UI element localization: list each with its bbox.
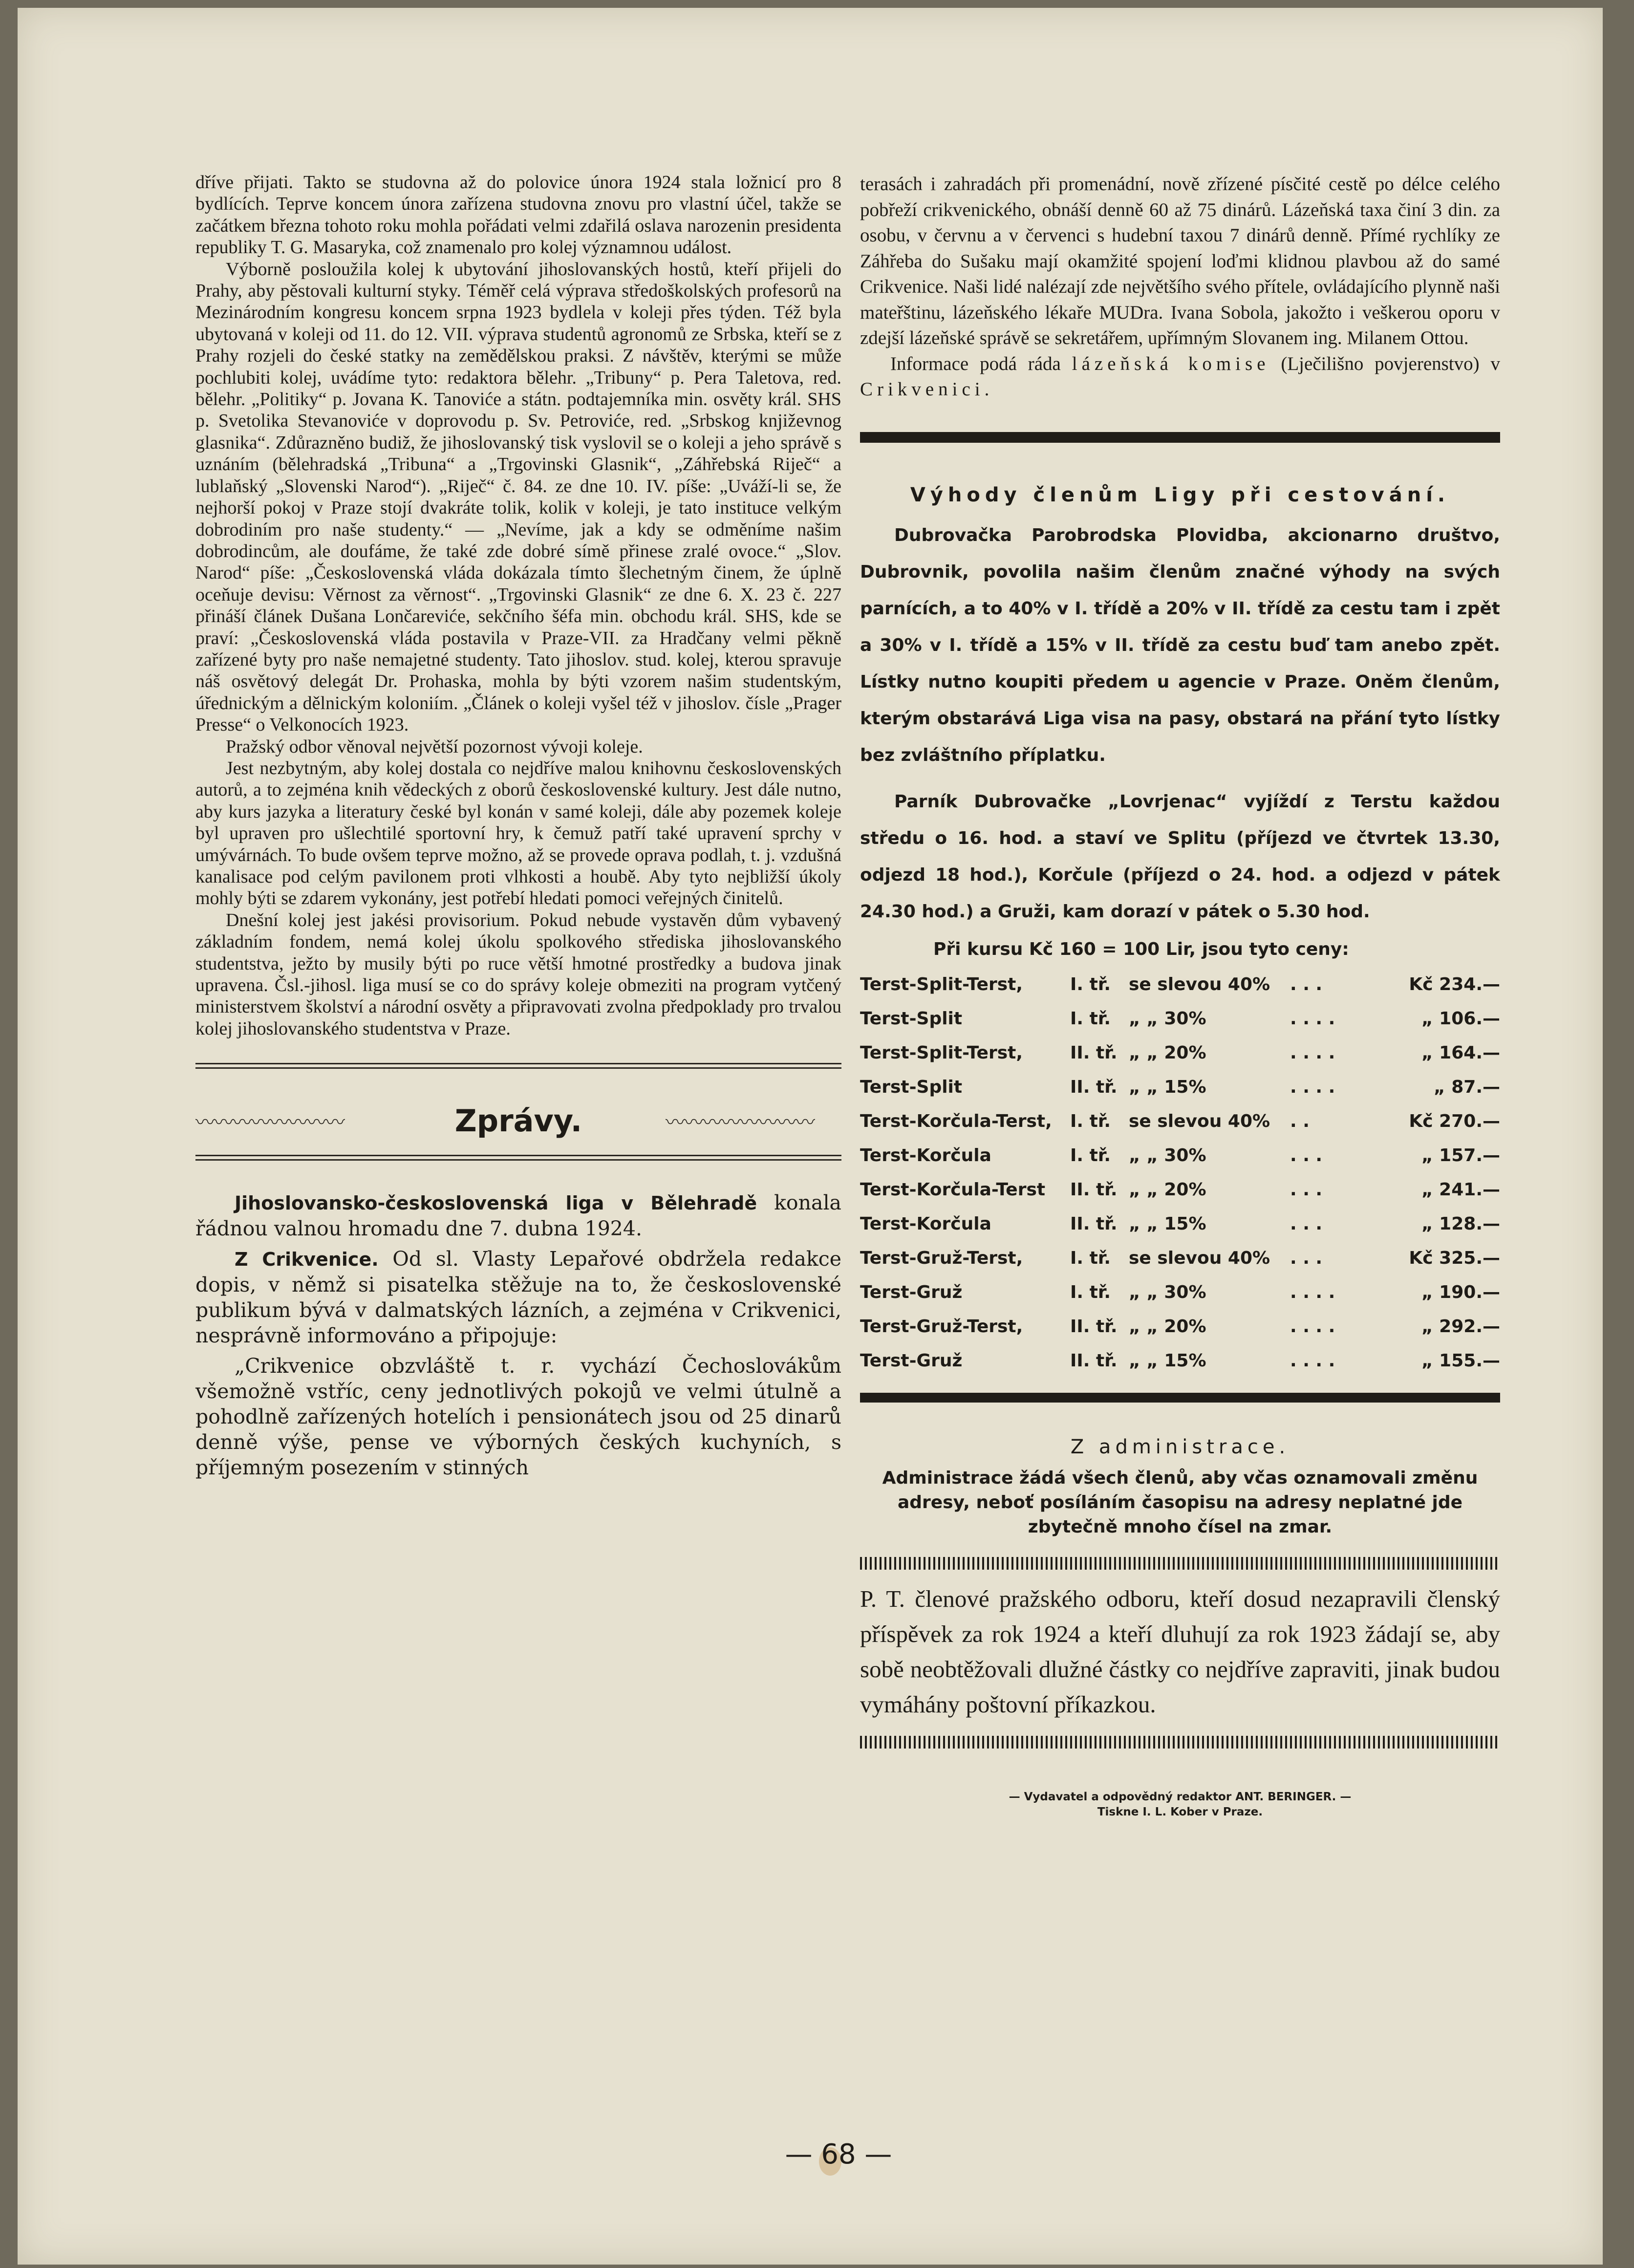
imprint-publisher: — Vydavatel a odpovědný redaktor ANT. BERINGER. — xyxy=(1009,1790,1352,1803)
hatched-divider xyxy=(860,1736,1500,1749)
news-items xyxy=(195,1190,841,1480)
news-item-text: Od sl. Vlasty Lepařové obdržela redakce dopis, v němž si pisatelka stěžuje na to, že československé publikum bývá v dalmatských lázních, a zejména v Crikvenici, nesprávně informováno a připojuje: xyxy=(195,1247,841,1348)
price-row xyxy=(860,1241,1500,1275)
liga-text xyxy=(860,517,1500,968)
price-discount: „ „ 20% xyxy=(1129,1180,1206,1200)
news-item xyxy=(195,1190,841,1241)
price-route: Terst-Gruž xyxy=(860,1282,963,1302)
price-route: Terst-Gruž-Terst, xyxy=(860,1248,1023,1268)
price-class: II. tř. xyxy=(1070,1317,1118,1337)
price-class: II. tř. xyxy=(1070,1351,1118,1371)
price-row xyxy=(860,968,1500,1002)
section-divider xyxy=(860,432,1500,443)
liga-title: Výhody členům Ligy při cestování. xyxy=(910,483,1450,506)
price-route: Terst-Split-Terst, xyxy=(860,1043,1023,1063)
price-row xyxy=(860,1310,1500,1344)
price-amount: „ 87.— xyxy=(1434,1077,1500,1097)
news-heading: Zprávy. xyxy=(454,1102,582,1139)
price-amount: „ 164.— xyxy=(1421,1043,1500,1063)
article-paragraph: dříve přijati. Takto se studovna až do polovice února 1924 stala ložnicí pro 8 bydlících. Teprve koncem února zařízena studovna znovu pro vlastní účel, takže se začátkem března tohoto roku mohla pořádati velmi zdařilá oslava narozenin presidenta republiky T. G. Masaryka, což znamenalo pro kolej významnou událost. xyxy=(195,172,841,258)
price-route: Terst-Korčula-Terst, xyxy=(860,1111,1052,1131)
imprint-printer: Tiskne I. L. Kober v Praze. xyxy=(1097,1805,1263,1818)
article-continuation: terasách i zahradách při promenádní, nově zřízené písčité cestě po délce celého pobřeží crikvenického, obnáší denně 60 až 75 dinárů. Lázeňská taxa činí 3 din. za osobu, v červnu a v červenci s hudební taxou 7 dinárů denně. Přímé rychlíky ze Záhřeba do Sušaku mají okamžité spojení loďmi klidnou plavbou až do samé Crikvenice. Naši lidé nalézají zde největšího svého přítele, ovládajícího plynně naši mateřštinu, lázeňského lékaře MUDra. Ivana Sobola, jakožto i veškerou oporu v zdejší lázeňské správě se sekretářem, upřímným Slovanem ing. Milanem Ottou. xyxy=(860,173,1500,348)
section-divider xyxy=(195,1063,841,1069)
price-route: Terst-Korčula xyxy=(860,1145,991,1166)
section-divider xyxy=(860,1393,1500,1403)
price-table-body xyxy=(860,968,1500,1378)
admin-text: Administrace žádá všech členů, aby včas oznamovali změnu adresy, neboť posíláním časopisu na adresy neplatné jde zbytečně mnoho čísel na zmar. xyxy=(882,1468,1478,1537)
price-class: II. tř. xyxy=(1070,1077,1118,1097)
price-amount: Kč 270.— xyxy=(1409,1111,1500,1131)
price-route: Terst-Split-Terst, xyxy=(860,974,1023,994)
news-item-lead: Jihoslovansko-československá liga v Bělehradě xyxy=(235,1192,757,1214)
price-amount: „ 128.— xyxy=(1421,1214,1500,1234)
news-item xyxy=(195,1246,841,1348)
member-notice: P. T. členové pražského odboru, kteří dosud nezapravili členský příspěvek za rok 1924 a kteří dluhují za rok 1923 žádají se, aby sobě neobtěžovali dlužné částky co nejdříve zapraviti, jinak budou vymáhány poštovní příkazkou. xyxy=(860,1585,1500,1718)
article-paragraph: Dnešní kolej jest jakési provisorium. Pokud nebude vystavěn dům vybavený základním fondem, nemá kolej úkolu spolkového střediska jihoslovanského studentstva, ježto by musily býti po ruce větší hmotné prostředky a budova jinak upravena. Čsl.-jihosl. liga musí se co do správy koleje obmeziti na program vytčený ministerstvem školství a národní osvěty a připravovati zvolna předpoklady pro trvalou kolej jihoslovanského studentstva v Praze. xyxy=(195,909,841,1039)
price-class: I. tř. xyxy=(1070,1145,1111,1166)
price-amount: Kč 234.— xyxy=(1409,974,1500,994)
price-dots: . . . xyxy=(1290,1248,1323,1268)
price-dots: . . . . xyxy=(1290,1282,1335,1302)
price-row xyxy=(860,1173,1500,1207)
section-divider xyxy=(195,1155,841,1161)
price-discount: se slevou 40% xyxy=(1129,1111,1270,1131)
info-prefix: Informace podá ráda xyxy=(890,353,1061,374)
price-discount: se slevou 40% xyxy=(1129,1248,1270,1268)
price-row xyxy=(860,1036,1500,1070)
price-dots: . . . . xyxy=(1290,1077,1335,1097)
price-class: I. tř. xyxy=(1070,1282,1111,1302)
price-amount: „ 157.— xyxy=(1421,1145,1500,1166)
price-discount: „ „ 30% xyxy=(1129,1145,1206,1166)
price-discount: „ „ 15% xyxy=(1129,1351,1206,1371)
price-table xyxy=(860,968,1500,1378)
price-dots: . . xyxy=(1290,1111,1310,1131)
price-route: Terst-Split xyxy=(860,1009,963,1029)
info-middle: (Lječilišno povjerenstvo) v xyxy=(1281,353,1500,374)
price-class: I. tř. xyxy=(1070,1248,1111,1268)
price-amount: „ 106.— xyxy=(1421,1009,1500,1029)
price-discount: „ „ 30% xyxy=(1129,1009,1206,1029)
price-dots: . . . xyxy=(1290,1145,1323,1166)
price-route: Terst-Gruž xyxy=(860,1351,963,1371)
info-commission: lázeňská komise xyxy=(1072,353,1270,374)
news-item-lead: Z Crikvenice. xyxy=(235,1249,379,1271)
price-route: Terst-Split xyxy=(860,1077,963,1097)
price-amount: „ 292.— xyxy=(1421,1317,1500,1337)
price-route: Terst-Korčula xyxy=(860,1214,991,1234)
price-row xyxy=(860,1070,1500,1104)
left-column xyxy=(195,172,841,1480)
article-paragraph: Výborně posloužila kolej k ubytování jihoslovanských hostů, kteří přijeli do Prahy, aby pěstovali kulturní styky. Téměř celá výprava středoškolských profesorů na Mezinárodním kongresu koncem srpna 1923 bydlela v koleji přes týden. Též byla ubytovaná v koleji od 11. do 12. VII. výprava studentů agronomů ze Srbska, kteří se z Prahy rozjeli do české statky na zemědělskou praksi. Z návštěv, kterými se může pochlubiti kolej, uvádíme tyto: redaktora bělehr. „Tribuny“ p. Pera Taletova, red. bělehr. „Politiky“ p. Jovana K. Tanoviće a státn. podtajemníka min. osvěty král. SHS p. Svetolika Stevanoviće v doprovodu p. Sv. Petroviće, red. „Srbskog književnog glasnika“. Zdůrazněno budiž, že jihoslovanský tisk vyslovil se o koleji a jeho správě s uznáním (bělehradská „Tribuna“ a „Trgovinski Glasnik“, „Záhřebská Riječ“ a lublaňský „Slovenski Narod“). „Riječ“ č. 84. ze dne 10. IV. píše: „Uváží-li se, že nejhorší pokoj v Praze stojí dvakráte tolik, kolik v koleji, je tato instituce velkým dobrodiním pro naše studenty.“ — „Nevíme, jak a kdy se odměníme našim dobrodincům, ale doufáme, že také zde dobré símě přinese zralé ovoce.“ „Slov. Narod“ píše: „Československá vláda dokázala tímto šlechetným činem, že úplně oceňuje devisu: Věrnost za věrnost“. „Trgovinski Glasnik“ ze dne 6. X. 23 č. 227 přináší článek Dušana Lončareviće, sekčního šéfa min. obchodu král. SHS, kde se praví: „Československá vláda postavila v Praze-VII. za Hradčany velmi pěkně zařízené byty pro naše nemajetné studenty. Tato jihoslov. stud. kolej, kterou spravuje náš osvětový delegát Dr. Prohaska, mohla by býti vzorem našim studentským, úřednickým a dělnickým koloniím. „Článek o koleji vyšel též v jihoslov. čísle „Prager Presse“ o Velkonocích 1923. xyxy=(195,259,841,735)
info-place: Crikvenici. xyxy=(860,379,994,400)
price-dots: . . . xyxy=(1290,974,1323,994)
price-discount: „ „ 20% xyxy=(1129,1043,1206,1063)
article-paragraph: Pražský odbor věnoval největší pozornost vývoji koleje. xyxy=(226,736,643,757)
price-row xyxy=(860,1104,1500,1139)
ornament-right: 〰〰〰〰〰〰〰〰 xyxy=(665,1111,814,1134)
price-discount: „ „ 15% xyxy=(1129,1077,1206,1097)
liga-paragraph: Dubrovačka Parobrodska Plovidba, akcionarno društvo, Dubrovnik, povolila našim členům značné výhody na svých parnících, a to 40% v I. třídě a 20% v II. třídě za cestu tam i zpět a 30% v I. třídě a 15% v II. třídě za cestu buď tam anebo zpět. Lístky nutno koupiti předem u agencie v Praze. Oněm členům, kterým obstarává Liga visa na pasy, obstará na přání tyto lístky bez zvláštního příplatku. xyxy=(860,525,1500,765)
liga-paragraph: Parník Dubrovačke „Lovrjenac“ vyjíždí z Terstu každou středu o 16. hod. a staví ve Splitu (příjezd ve čtvrtek 13.30, odjezd 18 hod.), Korčule (příjezd o 24. hod. a odjezd v pátek 24.30 hod.) a Gruži, kam dorazí v pátek o 5.30 hod. xyxy=(860,791,1500,922)
price-row xyxy=(860,1002,1500,1036)
price-dots: . . . . xyxy=(1290,1351,1335,1371)
price-discount: „ „ 20% xyxy=(1129,1317,1206,1337)
hatched-divider xyxy=(860,1557,1500,1570)
price-amount: „ 190.— xyxy=(1421,1282,1500,1302)
news-heading-row xyxy=(195,1091,841,1150)
price-class: I. tř. xyxy=(1070,1009,1111,1029)
price-class: II. tř. xyxy=(1070,1180,1118,1200)
price-discount: se slevou 40% xyxy=(1129,974,1270,994)
news-item-quote: „Crikvenice obzvláště t. r. vychází Čechoslovákům všemožně vstříc, ceny jednotlivých pokojů ve velmi útulně a pohodlně zařízených hotelích i pensionátech jsou od 25 dinarů denně výše, pense ve výborných českých kuchyních, s příjemným posezením v stinných xyxy=(195,1354,841,1480)
ornament-left: 〰〰〰〰〰〰〰〰 xyxy=(195,1111,344,1134)
price-discount: „ „ 30% xyxy=(1129,1282,1206,1302)
price-dots: . . . . xyxy=(1290,1043,1335,1063)
price-route: Terst-Gruž-Terst, xyxy=(860,1317,1023,1337)
price-row xyxy=(860,1344,1500,1378)
price-amount: Kč 325.— xyxy=(1409,1248,1500,1268)
price-row xyxy=(860,1275,1500,1310)
price-discount: „ „ 15% xyxy=(1129,1214,1206,1234)
news-item-text: konala řádnou valnou hromadu dne 7. dubna 1924. xyxy=(195,1191,841,1241)
page-number: — 68 — xyxy=(785,2138,892,2170)
price-amount: „ 155.— xyxy=(1421,1351,1500,1371)
info-line xyxy=(860,351,1500,403)
price-class: I. tř. xyxy=(1070,974,1111,994)
price-dots: . . . . xyxy=(1290,1317,1335,1337)
admin-title: Z administrace. xyxy=(1070,1435,1290,1458)
price-amount: „ 241.— xyxy=(1421,1180,1500,1200)
imprint xyxy=(860,1790,1500,1820)
price-intro: Při kursu Kč 160 = 100 Lir, jsou tyto ceny: xyxy=(933,939,1349,959)
price-row xyxy=(860,1139,1500,1173)
price-row xyxy=(860,1207,1500,1241)
price-dots: . . . xyxy=(1290,1180,1323,1200)
right-column xyxy=(860,172,1500,1820)
price-class: II. tř. xyxy=(1070,1043,1118,1063)
price-route: Terst-Korčula-Terst xyxy=(860,1180,1046,1200)
price-class: I. tř. xyxy=(1070,1111,1111,1131)
price-class: II. tř. xyxy=(1070,1214,1118,1234)
newspaper-page xyxy=(18,8,1603,2265)
article-paragraph: Jest nezbytným, aby kolej dostala co nejdříve malou knihovnu československých autorů, a to zejména knih vědeckých z oborů československé kultury. Jest dále nutno, aby kurs jazyka a literatury české byl konán v samé koleji, dále aby pozemek koleje byl upraven pro ušlechtilé sportovní hry, k čemuž patří také upravení sprchy v umývárnách. To bude ovšem teprve možno, až se provede oprava podlah, t. j. vzdušná kanalisace pod celým pavilonem proti vlhkosti a houbě. Aby tyto nejbližší úkoly mohly býti se zdarem vykonány, jest potřebí hledati pomoci veřejných činitelů. xyxy=(195,757,841,909)
price-dots: . . . . xyxy=(1290,1009,1335,1029)
price-dots: . . . xyxy=(1290,1214,1323,1234)
